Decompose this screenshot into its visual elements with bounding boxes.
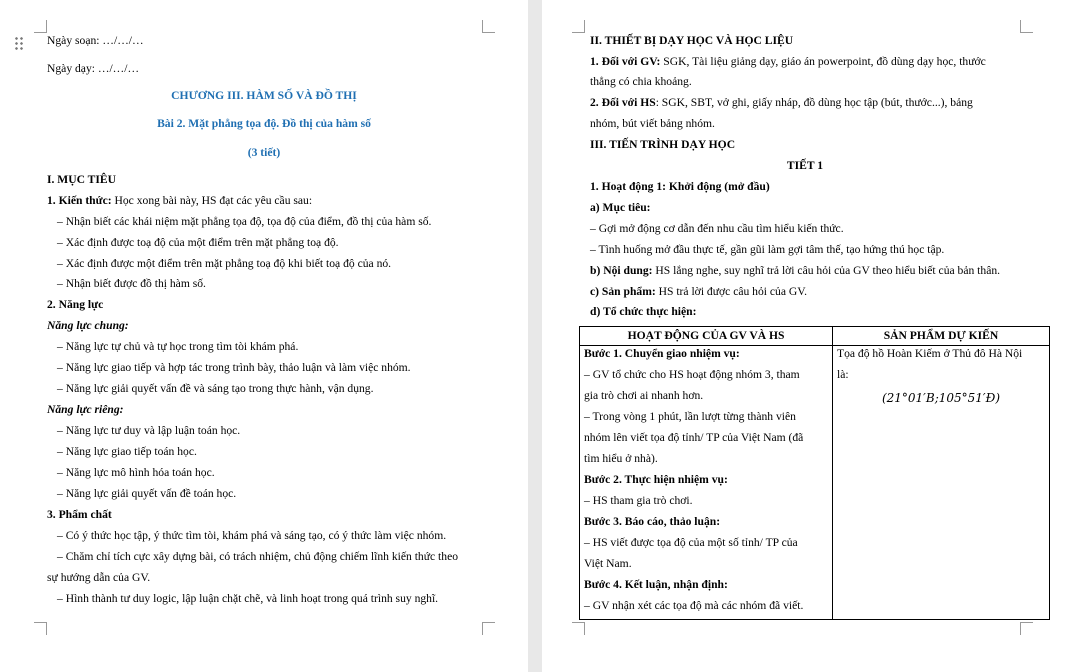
step2-line: – HS tham gia trò chơi.: [584, 494, 693, 507]
step1-line: – Trong vòng 1 phút, lần lượt từng thành viên: [584, 410, 796, 423]
student-text-cont: nhóm, bút viết bảng nhóm.: [590, 117, 715, 130]
product-line: [590, 285, 807, 299]
general-competence-item: – Năng lực tự chủ và tự học trong tìm tòi khám phá.: [57, 340, 299, 353]
teacher-line: [590, 55, 986, 69]
section-objectives-heading: I. MỤC TIÊU: [47, 173, 117, 186]
specific-competence-item: – Năng lực giao tiếp toán học.: [57, 445, 197, 458]
lesson-periods: (3 tiết): [247, 146, 281, 159]
product-line-1: Tọa độ hồ Hoàn Kiếm ở Thủ đô Hà Nội: [837, 347, 1023, 360]
activity-table: [579, 326, 1050, 620]
goal-item: – Gợi mở động cơ dẫn đến nhu cầu tìm hiểu kiến thức.: [590, 222, 844, 235]
quality-line: – Chăm chỉ tích cực xây dựng bài, có trách nhiệm, chủ động chiếm lĩnh kiến thức theo: [57, 550, 459, 563]
section-process-heading: III. TIẾN TRÌNH DẠY HỌC: [590, 138, 736, 151]
knowledge-item: – Nhận biết các khái niệm mặt phẳng tọa độ, tọa độ của điểm, đồ thị của hàm số.: [57, 215, 432, 228]
quality-heading: 3. Phẩm chất: [47, 508, 112, 521]
step4-line: – GV nhận xét các tọa độ mà các nhóm đã viết.: [584, 599, 804, 612]
table-header-products: SẢN PHẨM DỰ KIẾN: [883, 329, 999, 342]
lesson-title: Bài 2. Mặt phẳng tọa độ. Đồ thị của hàm số: [157, 117, 371, 130]
date-taught: Ngày dạy: …/…/…: [47, 62, 140, 75]
document-page-left: [0, 0, 528, 672]
table-column-divider: [832, 327, 833, 619]
step3-line: Việt Nam.: [584, 557, 632, 570]
margin-corner-top-right: [1020, 20, 1033, 33]
step1-label: Bước 1. Chuyển giao nhiệm vụ:: [584, 347, 740, 360]
period-title: TIẾT 1: [786, 159, 824, 172]
student-line: [590, 96, 973, 110]
general-competence-label: Năng lực chung:: [47, 319, 129, 332]
goal-label: a) Mục tiêu:: [590, 201, 651, 214]
product-line-2: là:: [837, 368, 849, 381]
knowledge-item: – Xác định được toạ độ của một điểm trên mặt phẳng toạ độ.: [57, 236, 339, 249]
document-page-right: [542, 0, 1066, 672]
student-text: : SGK, SBT, vở ghi, giấy nháp, đồ dùng học tập (bút, thước...), bảng: [655, 96, 973, 109]
knowledge-item: – Xác định được một điểm trên mặt phẳng toạ độ khi biết toạ độ của nó.: [57, 257, 392, 270]
quality-line: – Có ý thức học tập, ý thức tìm tòi, khám phá và sáng tạo, có ý thức làm việc nhóm.: [57, 529, 447, 542]
competence-heading: 2. Năng lực: [47, 298, 104, 311]
knowledge-text: Học xong bài này, HS đạt các yêu cầu sau:: [111, 194, 313, 207]
content-label: b) Nội dung:: [590, 264, 653, 277]
step3-line: – HS viết được tọa độ của một số tỉnh/ TP của: [584, 536, 798, 549]
teacher-text: SGK, Tài liệu giảng dạy, giáo án powerpoint, đồ dùng dạy học, thước: [660, 55, 986, 68]
specific-competence-label: Năng lực riêng:: [47, 403, 124, 416]
margin-corner-bottom-left: [572, 622, 585, 635]
activity-title: 1. Hoạt động 1: Khởi động (mở đầu): [590, 180, 770, 193]
margin-corner-bottom-right: [482, 622, 495, 635]
margin-corner-top-right: [482, 20, 495, 33]
chapter-title: CHƯƠNG III. HÀM SỐ VÀ ĐỒ THỊ: [171, 89, 357, 102]
coordinate-formula: (21°01′B;105°51′Đ): [881, 391, 1001, 405]
knowledge-label: 1. Kiến thức:: [47, 194, 112, 207]
specific-competence-item: – Năng lực tư duy và lập luận toán học.: [57, 424, 241, 437]
margin-corner-top-left: [572, 20, 585, 33]
organization-label: d) Tổ chức thực hiện:: [590, 305, 697, 318]
margin-corner-bottom-left: [34, 622, 47, 635]
drag-handle-icon[interactable]: [14, 36, 24, 50]
step3-label: Bước 3. Báo cáo, thảo luận:: [584, 515, 721, 528]
general-competence-item: – Năng lực giải quyết vấn đề và sáng tạo trong thực hành, vận dụng.: [57, 382, 374, 395]
table-header-activities: HOẠT ĐỘNG CỦA GV VÀ HS: [627, 329, 785, 342]
margin-corner-bottom-right: [1020, 622, 1033, 635]
content-line: [590, 264, 1000, 278]
specific-competence-item: – Năng lực giải quyết vấn đề toán học.: [57, 487, 237, 500]
student-label: 2. Đối với HS: [590, 96, 656, 109]
product-text: HS trả lời được câu hỏi của GV.: [655, 285, 808, 298]
goal-item: – Tình huống mở đầu thực tế, gần gũi làm gợi tâm thế, tạo hứng thú học tập.: [590, 243, 945, 256]
general-competence-item: – Năng lực giao tiếp và hợp tác trong trình bày, thảo luận và làm việc nhóm.: [57, 361, 411, 374]
teacher-text-cont: thẳng có chia khoảng.: [590, 75, 692, 88]
product-label: c) Sản phẩm:: [590, 285, 656, 298]
date-prepared: Ngày soạn: …/…/…: [47, 34, 144, 47]
step2-label: Bước 2. Thực hiện nhiệm vụ:: [584, 473, 728, 486]
step1-line: nhóm lên viết tọa độ tỉnh/ TP của Việt Nam (đã: [584, 431, 804, 444]
step1-line: – GV tổ chức cho HS hoạt động nhóm 3, tham: [584, 368, 800, 381]
knowledge-line: [47, 194, 312, 208]
step1-line: tìm hiểu ở nhà).: [584, 452, 658, 465]
specific-competence-item: – Năng lực mô hình hóa toán học.: [57, 466, 215, 479]
step1-line: gia trò chơi ai nhanh hơn.: [584, 389, 704, 402]
quality-line: sự hướng dẫn của GV.: [47, 571, 151, 584]
teacher-label: 1. Đối với GV:: [590, 55, 661, 68]
knowledge-item: – Nhận biết được đồ thị hàm số.: [57, 277, 206, 290]
margin-corner-top-left: [34, 20, 47, 33]
table-header-row: [580, 327, 1049, 346]
quality-line: – Hình thành tư duy logic, lập luận chặt chẽ, và linh hoạt trong quá trình suy nghĩ.: [57, 592, 439, 605]
section-equipment-heading: II. THIẾT BỊ DẠY HỌC VÀ HỌC LIỆU: [590, 34, 794, 47]
step4-label: Bước 4. Kết luận, nhận định:: [584, 578, 728, 591]
content-text: HS lắng nghe, suy nghĩ trả lời câu hỏi của GV theo hiểu biết của bản thân.: [652, 264, 1001, 277]
